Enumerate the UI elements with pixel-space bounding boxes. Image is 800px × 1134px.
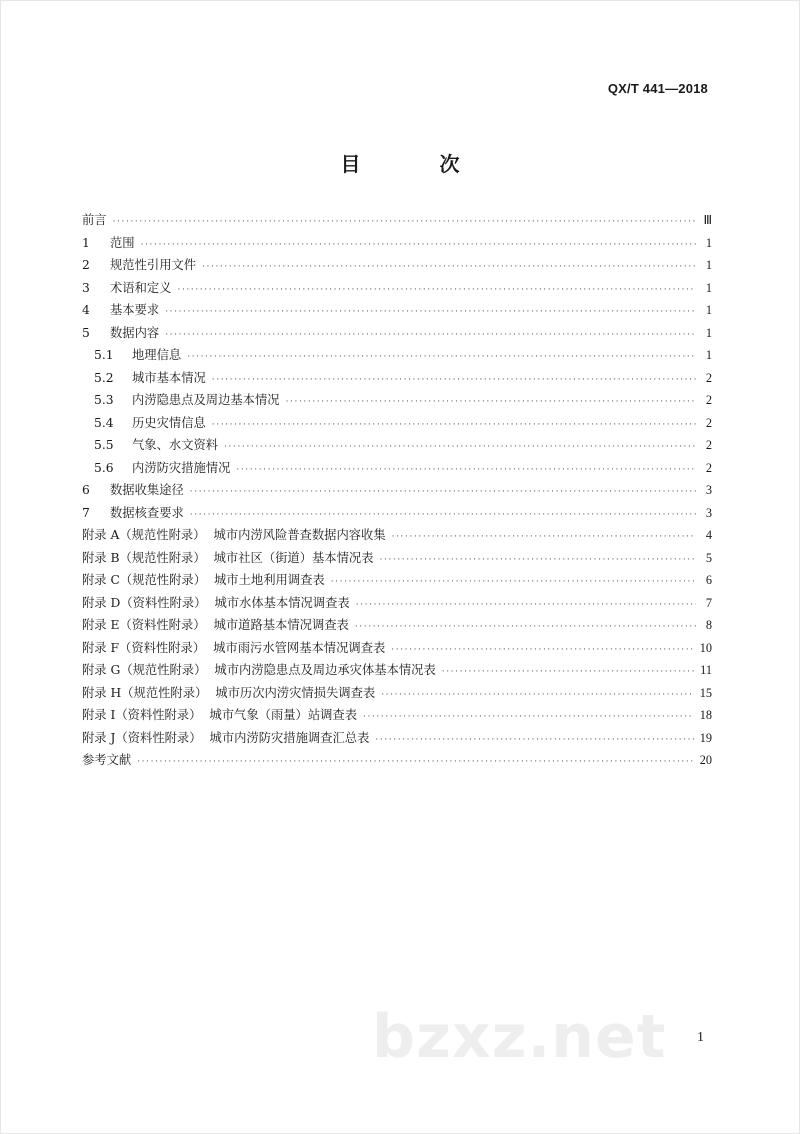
toc-entry[interactable] bbox=[82, 502, 712, 525]
dot-leader bbox=[375, 729, 693, 752]
toc-entry-page: 19 bbox=[699, 730, 712, 745]
toc-entry-number: 5.4 bbox=[94, 415, 114, 430]
toc-entry-title: 城市气象（雨量）站调查表 bbox=[209, 708, 358, 722]
toc-entry-title: 城市内涝防灾措施调查汇总表 bbox=[209, 730, 370, 745]
toc-entry-number: 6 bbox=[82, 483, 90, 497]
toc-entry[interactable] bbox=[82, 277, 712, 300]
doc-code: QX/T 441—2018 bbox=[607, 81, 708, 96]
toc-entry-title: 城市道路基本情况调查表 bbox=[213, 618, 349, 632]
dot-leader bbox=[442, 661, 694, 684]
toc-entry-page: 2 bbox=[705, 370, 712, 385]
toc-entry[interactable] bbox=[82, 547, 712, 570]
dot-leader bbox=[286, 391, 696, 414]
toc-entry[interactable] bbox=[82, 592, 712, 615]
toc-entry-number: 5 bbox=[82, 325, 90, 340]
toc-entry-number: 附录 H（规范性附录） bbox=[82, 685, 208, 700]
dot-leader bbox=[113, 211, 696, 234]
toc-entry-number: 3 bbox=[82, 280, 90, 295]
toc-entry[interactable] bbox=[82, 614, 712, 637]
toc-entry-title: 城市内涝隐患点及周边承灾体基本情况表 bbox=[214, 663, 436, 677]
toc-entry[interactable] bbox=[82, 344, 712, 367]
toc-entry-page: 20 bbox=[699, 753, 712, 767]
toc-entry-number: 附录 B（规范性附录） bbox=[82, 550, 206, 565]
toc-entry-title: 内涝防灾措施情况 bbox=[132, 460, 231, 475]
toc-entry[interactable] bbox=[82, 524, 712, 547]
page-title: 目 次 bbox=[340, 152, 496, 176]
toc-entry-page: 10 bbox=[699, 640, 712, 655]
toc-entry-number: 附录 J（资料性附录） bbox=[82, 730, 202, 745]
toc-entry[interactable] bbox=[82, 727, 712, 750]
toc-entry-page: 2 bbox=[705, 438, 712, 452]
toc-entry-title: 气象、水文资料 bbox=[132, 438, 219, 452]
toc-entry-title: 城市历次内涝灾情损失调查表 bbox=[215, 685, 376, 700]
toc-entry-title: 内涝隐患点及周边基本情况 bbox=[132, 393, 280, 407]
toc-entry-title: 城市水体基本情况调查表 bbox=[214, 595, 350, 610]
toc-entry[interactable] bbox=[82, 434, 712, 457]
toc-entry-title: 数据核查要求 bbox=[110, 505, 184, 520]
toc-entry-number: 附录 F（资料性附录） bbox=[82, 640, 206, 655]
toc-entry[interactable] bbox=[82, 389, 712, 412]
toc-entry[interactable] bbox=[82, 682, 712, 705]
toc-entry-title: 前言 bbox=[82, 213, 107, 227]
toc-entry-title: 城市土地利用调查表 bbox=[214, 573, 325, 587]
toc-entry-number: 7 bbox=[82, 505, 90, 520]
toc-entry-page: 2 bbox=[705, 415, 712, 430]
toc-entry-title: 地理信息 bbox=[132, 348, 182, 362]
toc-entry-page: 6 bbox=[705, 573, 712, 587]
toc-entry-title: 术语和定义 bbox=[110, 280, 172, 295]
dot-leader bbox=[363, 706, 694, 729]
toc-entry-number: 5.6 bbox=[94, 460, 114, 475]
dot-leader bbox=[391, 639, 693, 662]
toc-entry-number: 附录 C（规范性附录） bbox=[82, 573, 206, 587]
dot-leader bbox=[356, 594, 696, 617]
toc-entry[interactable] bbox=[82, 412, 712, 435]
toc-entry[interactable] bbox=[82, 704, 712, 727]
dot-leader bbox=[187, 346, 696, 369]
toc-entry[interactable] bbox=[82, 457, 712, 480]
dot-leader bbox=[331, 571, 696, 594]
toc-entry-page: Ⅲ bbox=[703, 213, 712, 227]
toc-entry-page: 4 bbox=[705, 528, 712, 542]
toc-entry-page: 1 bbox=[705, 325, 712, 340]
toc-entry-page: 1 bbox=[705, 280, 712, 295]
toc-entry-page: 11 bbox=[700, 663, 712, 677]
dot-leader bbox=[381, 684, 694, 707]
toc-entry[interactable] bbox=[82, 254, 712, 277]
toc-entry-number: 1 bbox=[82, 235, 90, 250]
toc-entry-number: 附录 A（规范性附录） bbox=[82, 528, 206, 542]
dot-leader bbox=[165, 324, 696, 347]
toc-entry-number: 附录 E（资料性附录） bbox=[82, 618, 206, 632]
toc-entry[interactable] bbox=[82, 322, 712, 345]
toc-entry-page: 7 bbox=[705, 595, 712, 610]
toc-entry-title: 规范性引用文件 bbox=[110, 258, 197, 272]
toc-entry-page: 15 bbox=[699, 685, 712, 700]
dot-leader bbox=[380, 549, 697, 572]
toc-entry[interactable] bbox=[82, 637, 712, 660]
toc-entry-number: 2 bbox=[82, 258, 90, 272]
toc-entry-number: 5.2 bbox=[94, 370, 114, 385]
toc-entry-number: 4 bbox=[82, 303, 90, 317]
dot-leader bbox=[202, 256, 696, 279]
toc-entry[interactable] bbox=[82, 749, 712, 772]
table-of-contents bbox=[82, 209, 712, 772]
toc-entry[interactable] bbox=[82, 209, 712, 232]
dot-leader bbox=[212, 414, 696, 437]
toc-entry-title: 城市社区（街道）基本情况表 bbox=[213, 550, 374, 565]
toc-entry-title: 城市基本情况 bbox=[132, 370, 206, 385]
toc-entry[interactable] bbox=[82, 569, 712, 592]
dot-leader bbox=[178, 279, 697, 302]
toc-entry-page: 8 bbox=[705, 618, 712, 632]
dot-leader bbox=[190, 481, 696, 504]
toc-entry-number: 附录 I（资料性附录） bbox=[82, 708, 202, 722]
toc-entry-page: 18 bbox=[699, 708, 712, 722]
toc-entry-number: 附录 D（资料性附录） bbox=[82, 595, 207, 610]
toc-entry-title: 数据收集途径 bbox=[110, 483, 184, 497]
toc-entry-page: 2 bbox=[705, 460, 712, 475]
toc-entry-page: 1 bbox=[705, 258, 712, 272]
dot-leader bbox=[236, 459, 696, 482]
dot-leader bbox=[392, 526, 696, 549]
toc-entry-page: 1 bbox=[705, 235, 712, 250]
toc-entry-title: 参考文献 bbox=[82, 753, 132, 767]
dot-leader bbox=[137, 751, 694, 774]
watermark: bzxz.net bbox=[372, 1002, 667, 1072]
dot-leader bbox=[212, 369, 696, 392]
toc-entry-title: 城市雨污水管网基本情况调查表 bbox=[213, 640, 386, 655]
toc-entry[interactable] bbox=[82, 232, 712, 255]
dot-leader bbox=[165, 301, 696, 324]
toc-entry-title: 基本要求 bbox=[110, 303, 160, 317]
toc-entry-number: 附录 G（规范性附录） bbox=[82, 663, 207, 677]
toc-entry-number: 5.3 bbox=[94, 393, 114, 407]
toc-entry-title: 范围 bbox=[110, 235, 135, 250]
toc-entry[interactable] bbox=[82, 479, 712, 502]
toc-entry-page: 1 bbox=[705, 303, 712, 317]
dot-leader bbox=[190, 504, 696, 527]
toc-entry-page: 3 bbox=[705, 483, 712, 497]
toc-entry-title: 数据内容 bbox=[110, 325, 160, 340]
toc-entry-number: 5.5 bbox=[94, 438, 114, 452]
dot-leader bbox=[224, 436, 696, 459]
toc-entry-page: 3 bbox=[705, 505, 712, 520]
toc-entry-page: 5 bbox=[705, 550, 712, 565]
dot-leader bbox=[141, 234, 696, 257]
page-number: 1 bbox=[697, 1030, 704, 1045]
toc-entry-number: 5.1 bbox=[94, 348, 114, 362]
toc-entry[interactable] bbox=[82, 299, 712, 322]
toc-entry-page: 2 bbox=[705, 393, 712, 407]
toc-entry[interactable] bbox=[82, 659, 712, 682]
dot-leader bbox=[355, 616, 696, 639]
toc-entry-title: 历史灾情信息 bbox=[132, 415, 206, 430]
toc-entry-page: 1 bbox=[705, 348, 712, 362]
toc-entry[interactable] bbox=[82, 367, 712, 390]
toc-entry-title: 城市内涝风险普查数据内容收集 bbox=[213, 528, 386, 542]
